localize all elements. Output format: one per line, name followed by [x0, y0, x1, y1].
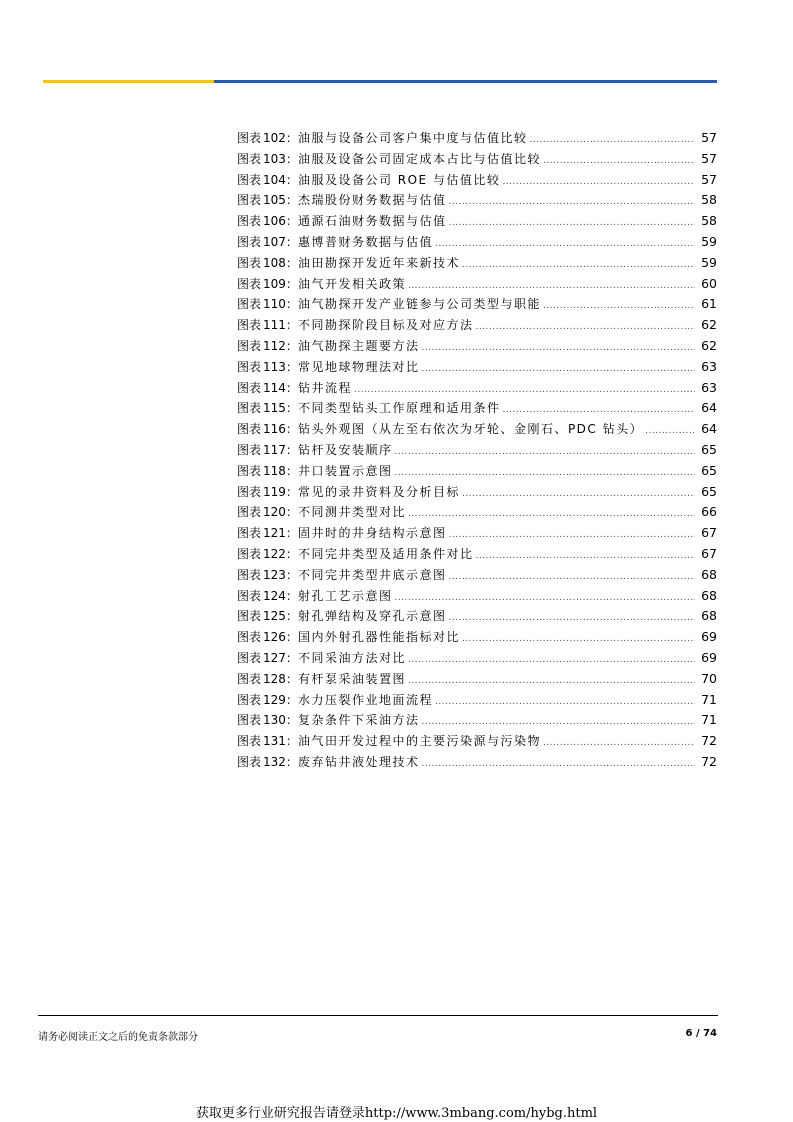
- page-number: 6 / 74: [685, 1028, 717, 1039]
- toc-entry-title: 复杂条件下采油方法: [297, 713, 420, 728]
- toc-entry-title: 油气勘探开发产业链参与公司类型与职能: [297, 297, 541, 312]
- toc-entry-leader-dots: [529, 130, 695, 151]
- toc-entry-label: [237, 482, 298, 503]
- header-accent-bar-yellow: [43, 80, 214, 83]
- toc-entry-colon: ：: [285, 359, 298, 374]
- footer-disclaimer: 请务必阅读正文之后的免责条款部分: [38, 1032, 198, 1043]
- toc-entry-title: 钻井流程: [297, 380, 352, 395]
- toc-entry-number: 110: [263, 297, 286, 312]
- toc-entry-colon: ：: [285, 151, 298, 166]
- toc-entry-leader-dots: [462, 484, 695, 505]
- toc-entry-label: [237, 440, 298, 461]
- toc-entry-colon: ：: [285, 650, 298, 665]
- toc-entry-page: 57: [701, 130, 717, 145]
- toc-entry-label: [237, 752, 298, 773]
- toc-entry[interactable]: [237, 315, 717, 336]
- toc-entry-page: 68: [701, 587, 717, 603]
- toc-entry-number: 105: [263, 193, 286, 208]
- toc-entry-colon: ：: [285, 567, 298, 582]
- toc-entry-number: 102: [263, 131, 286, 145]
- toc-entry-label: [237, 461, 298, 482]
- toc-entry[interactable]: [237, 710, 717, 731]
- toc-entry-leader-dots: [448, 567, 695, 588]
- toc-entry-number: 123: [263, 567, 286, 582]
- toc-entry-title: 通源石油财务数据与估值: [297, 214, 447, 229]
- toc-entry-prefix: 图表: [237, 588, 262, 603]
- toc-entry-prefix: 图表: [237, 567, 262, 582]
- toc-entry-number: 112: [263, 338, 286, 353]
- toc-entry-label: [237, 523, 298, 544]
- toc-entry-leader-dots: [448, 525, 695, 546]
- toc-entry-page: 66: [701, 504, 717, 520]
- toc-entry-number: 129: [263, 692, 286, 707]
- toc-entry-page: 72: [701, 753, 717, 769]
- toc-entry[interactable]: [237, 336, 717, 357]
- toc-entry[interactable]: [237, 565, 717, 586]
- toc-entry[interactable]: [237, 211, 717, 232]
- toc-entry-leader-dots: [448, 192, 695, 213]
- toc-entry[interactable]: [237, 502, 717, 523]
- toc-entry-number: 109: [263, 276, 286, 291]
- toc-entry-colon: ：: [285, 546, 298, 561]
- toc-entry-leader-dots: [421, 359, 695, 380]
- toc-entry-title: 固井时的井身结构示意图: [297, 526, 447, 541]
- toc-entry-title: 不同类型钻头工作原理和适用条件: [297, 401, 501, 416]
- toc-entry[interactable]: [237, 606, 717, 627]
- toc-entry-leader-dots: [462, 255, 695, 276]
- toc-entry-prefix: 图表: [237, 318, 262, 333]
- toc-entry-number: 107: [263, 234, 286, 249]
- toc-entry-page: 58: [701, 192, 717, 208]
- toc-entry-page: 58: [701, 213, 717, 229]
- toc-entry-label: [237, 357, 298, 378]
- toc-entry[interactable]: [237, 731, 717, 752]
- toc-entry-page: 60: [701, 275, 717, 291]
- toc-entry[interactable]: [237, 232, 717, 253]
- toc-entry-prefix: 图表: [237, 359, 262, 374]
- toc-entry-title: 不同采油方法对比: [297, 650, 406, 665]
- toc-entry-prefix: 图表: [237, 193, 262, 208]
- toc-entry-title: 常见地球物理法对比: [297, 359, 420, 374]
- toc-entry-colon: ：: [285, 588, 298, 603]
- toc-entry-leader-dots: [448, 213, 695, 234]
- toc-entry-page: 65: [701, 462, 717, 478]
- toc-entry-label: [237, 190, 298, 211]
- toc-entry-page: 64: [701, 400, 717, 416]
- toc-entry-title: 油服与设备公司客户集中度与估值比较: [297, 131, 528, 145]
- toc-entry-prefix: 图表: [237, 484, 262, 499]
- toc-entry[interactable]: [237, 482, 717, 503]
- toc-entry-number: 126: [263, 630, 286, 645]
- toc-entry-colon: ：: [285, 713, 298, 728]
- toc-entry-leader-dots: [475, 546, 695, 567]
- toc-entry-leader-dots: [421, 712, 695, 733]
- toc-entry-colon: ：: [285, 463, 298, 478]
- toc-entry-prefix: 图表: [237, 214, 262, 229]
- toc-entry-title: 杰瑞股份财务数据与估值: [297, 193, 447, 208]
- toc-entry-number: 128: [263, 671, 286, 686]
- toc-entry-prefix: 图表: [237, 255, 262, 270]
- toc-entry-prefix: 图表: [237, 505, 262, 520]
- toc-entry[interactable]: [237, 461, 717, 482]
- toc-entry-label: [237, 502, 298, 523]
- toc-entry-prefix: 图表: [237, 692, 262, 707]
- toc-entry-leader-dots: [394, 588, 695, 609]
- toc-entry-label: [237, 253, 298, 274]
- toc-entry-page: 65: [701, 483, 717, 499]
- toc-entry[interactable]: [237, 627, 717, 648]
- toc-entry-label: [237, 731, 298, 752]
- toc-entry[interactable]: [237, 170, 717, 191]
- toc-entry[interactable]: [237, 378, 717, 399]
- toc-entry-number: 104: [263, 172, 286, 187]
- toc-entry-prefix: 图表: [237, 463, 262, 478]
- toc-entry-page: 67: [701, 545, 717, 561]
- toc-entry-page: 62: [701, 317, 717, 333]
- toc-entry-page: 63: [701, 358, 717, 374]
- toc-entry-page: 71: [701, 691, 717, 707]
- toc-entry-leader-dots: [354, 380, 695, 401]
- toc-entry-title: 油气勘探主题要方法: [297, 338, 420, 353]
- toc-entry-label: [237, 586, 298, 607]
- toc-entry-number: 106: [263, 214, 286, 229]
- toc-entry-label: [237, 315, 298, 336]
- toc-entry-title: 惠博普财务数据与估值: [297, 234, 433, 249]
- toc-entry-number: 127: [263, 650, 286, 665]
- toc-entry-page: 59: [701, 233, 717, 249]
- toc-entry-prefix: 图表: [237, 131, 262, 145]
- toc-entry-leader-dots: [502, 172, 695, 193]
- toc-entry-leader-dots: [421, 338, 695, 359]
- toc-entry-title: 钻杆及安装顺序: [297, 442, 393, 457]
- toc-entry-number: 121: [263, 526, 286, 541]
- toc-entry-label: [237, 648, 298, 669]
- toc-entry-prefix: 图表: [237, 671, 262, 686]
- toc-entry[interactable]: [237, 586, 717, 607]
- toc-entry-colon: ：: [285, 131, 298, 145]
- toc-entry-label: [237, 211, 298, 232]
- toc-entry[interactable]: [237, 274, 717, 295]
- toc-entry-number: 117: [263, 442, 286, 457]
- toc-entry-prefix: 图表: [237, 650, 262, 665]
- toc-entry-leader-dots: [408, 671, 695, 692]
- toc-entry-number: 115: [263, 401, 286, 416]
- toc-entry[interactable]: [237, 440, 717, 461]
- toc-entry[interactable]: [237, 752, 717, 773]
- toc-entry-number: 122: [263, 546, 286, 561]
- toc-entry-colon: ：: [285, 338, 298, 353]
- toc-entry-label: [237, 669, 298, 690]
- toc-entry-prefix: 图表: [237, 546, 262, 561]
- toc-entry[interactable]: [237, 669, 717, 690]
- toc-entry-colon: ：: [285, 297, 298, 312]
- toc-entry-prefix: 图表: [237, 609, 262, 624]
- toc-entry-page: 65: [701, 441, 717, 457]
- toc-entry-page: 71: [701, 712, 717, 728]
- toc-entry-leader-dots: [421, 754, 695, 775]
- toc-entry-page: 64: [701, 421, 717, 437]
- toc-entry-page: 69: [701, 649, 717, 665]
- toc-entry-title: 油气田开发过程中的主要污染源与污染物: [297, 734, 541, 749]
- toc-entry-page: 72: [701, 733, 717, 749]
- toc-entry-prefix: 图表: [237, 401, 262, 416]
- toc-entry-number: 125: [263, 609, 286, 624]
- toc-entry-page: 57: [701, 150, 717, 166]
- toc-entry[interactable]: [237, 357, 717, 378]
- toc-entry-leader-dots: [394, 442, 695, 463]
- toc-entry-title: 射孔弹结构及穿孔示意图: [297, 609, 447, 624]
- toc-entry-leader-dots: [645, 421, 695, 442]
- toc-entry-label: [237, 606, 298, 627]
- toc-entry-number: 124: [263, 588, 286, 603]
- toc-entry[interactable]: [237, 294, 717, 315]
- toc-entry-label: [237, 419, 298, 440]
- toc-entry-colon: ：: [285, 318, 298, 333]
- toc-entry[interactable]: [237, 648, 717, 669]
- promo-link-text[interactable]: 获取更多行业研究报告请登录http://www.3mbang.com/hybg.html: [195, 1106, 598, 1121]
- toc-entry-page: 57: [701, 171, 717, 187]
- toc-entry-number: 132: [263, 754, 286, 769]
- toc-entry-label: [237, 170, 298, 191]
- toc-entry-leader-dots: [408, 504, 695, 525]
- toc-entry-colon: ：: [285, 172, 298, 187]
- toc-entry-colon: ：: [285, 193, 298, 208]
- toc-entry-number: 120: [263, 505, 286, 520]
- toc-entry-page: 62: [701, 337, 717, 353]
- toc-entry-number: 116: [263, 422, 286, 437]
- toc-entry-prefix: 图表: [237, 734, 262, 749]
- toc-entry-colon: ：: [285, 442, 298, 457]
- toc-entry-title: 井口装置示意图: [297, 463, 393, 478]
- toc-entry-label: [237, 149, 298, 170]
- toc-entry-number: 131: [263, 734, 286, 749]
- toc-entry-label: [237, 398, 298, 419]
- table-of-figures: [237, 128, 717, 773]
- toc-entry-leader-dots: [462, 629, 695, 650]
- toc-entry-page: 68: [701, 566, 717, 582]
- toc-entry-title: 不同完井类型井底示意图: [297, 567, 447, 582]
- toc-entry-prefix: 图表: [237, 442, 262, 457]
- toc-entry-number: 119: [263, 484, 286, 499]
- toc-entry[interactable]: [237, 149, 717, 170]
- toc-entry-label: [237, 378, 298, 399]
- toc-entry-colon: ：: [285, 526, 298, 541]
- toc-entry-page: 59: [701, 254, 717, 270]
- toc-entry-label: [237, 294, 298, 315]
- toc-entry-title: 常见的录井资料及分析目标: [297, 484, 460, 499]
- toc-entry-title: 水力压裂作业地面流程: [297, 692, 433, 707]
- toc-entry-page: 63: [701, 379, 717, 395]
- toc-entry-colon: ：: [285, 754, 298, 769]
- toc-entry-leader-dots: [502, 400, 695, 421]
- toc-entry-prefix: 图表: [237, 297, 262, 312]
- toc-entry-colon: ：: [285, 234, 298, 249]
- toc-entry-number: 114: [263, 380, 286, 395]
- toc-entry-leader-dots: [543, 151, 695, 172]
- toc-entry-number: 108: [263, 255, 286, 270]
- toc-entry-colon: ：: [285, 401, 298, 416]
- toc-entry-title: 油气开发相关政策: [297, 276, 406, 291]
- toc-entry[interactable]: [237, 253, 717, 274]
- toc-entry-colon: ：: [285, 484, 298, 499]
- toc-entry-title: 油服及设备公司固定成本占比与估值比较: [297, 151, 541, 166]
- toc-entry-page: 70: [701, 670, 717, 686]
- toc-entry-colon: ：: [285, 214, 298, 229]
- toc-entry-colon: ：: [285, 255, 298, 270]
- header-accent-bar-blue: [214, 80, 717, 83]
- toc-entry-prefix: 图表: [237, 276, 262, 291]
- toc-entry-title: 油田勘探开发近年来新技术: [297, 255, 460, 270]
- toc-entry-number: 103: [263, 151, 286, 166]
- toc-entry-number: 113: [263, 359, 286, 374]
- toc-entry-colon: ：: [285, 422, 298, 437]
- toc-entry-colon: ：: [285, 276, 298, 291]
- toc-entry-colon: ：: [285, 734, 298, 749]
- toc-entry-title: 不同完井类型及适用条件对比: [297, 546, 474, 561]
- toc-entry-prefix: 图表: [237, 526, 262, 541]
- toc-entry-leader-dots: [543, 296, 695, 317]
- toc-entry-title: 国内外射孔器性能指标对比: [297, 630, 460, 645]
- toc-entry-number: 111: [263, 318, 286, 333]
- toc-entry[interactable]: [237, 128, 717, 149]
- toc-entry-leader-dots: [435, 234, 695, 255]
- toc-entry-prefix: 图表: [237, 172, 262, 187]
- toc-entry-prefix: 图表: [237, 338, 262, 353]
- toc-entry-label: [237, 565, 298, 586]
- toc-entry-label: [237, 627, 298, 648]
- toc-entry-page: 61: [701, 296, 717, 312]
- toc-entry-label: [237, 232, 298, 253]
- toc-entry-prefix: 图表: [237, 754, 262, 769]
- toc-entry-leader-dots: [435, 692, 695, 713]
- toc-entry-leader-dots: [543, 733, 695, 754]
- toc-entry-title: 不同测井类型对比: [297, 505, 406, 520]
- toc-entry[interactable]: [237, 690, 717, 711]
- toc-entry-prefix: 图表: [237, 422, 262, 437]
- toc-entry-colon: ：: [285, 630, 298, 645]
- toc-entry-prefix: 图表: [237, 151, 262, 166]
- toc-entry-label: [237, 690, 298, 711]
- toc-entry-colon: ：: [285, 692, 298, 707]
- toc-entry-leader-dots: [408, 650, 695, 671]
- footer-divider: [38, 1015, 718, 1016]
- toc-entry[interactable]: [237, 419, 717, 440]
- toc-entry-leader-dots: [408, 276, 695, 297]
- toc-entry-title: 射孔工艺示意图: [297, 588, 393, 603]
- toc-entry-page: 69: [701, 629, 717, 645]
- toc-entry-label: [237, 274, 298, 295]
- toc-entry-leader-dots: [394, 463, 695, 484]
- toc-entry-title: 有杆泵采油装置图: [297, 671, 406, 686]
- toc-entry-prefix: 图表: [237, 380, 262, 395]
- toc-entry-label: [237, 128, 298, 149]
- toc-entry-page: 67: [701, 525, 717, 541]
- toc-entry[interactable]: [237, 523, 717, 544]
- toc-entry-page: 68: [701, 608, 717, 624]
- toc-entry-title: 废弃钻井液处理技术: [297, 754, 420, 769]
- toc-entry[interactable]: [237, 190, 717, 211]
- toc-entry-colon: ：: [285, 505, 298, 520]
- toc-entry-prefix: 图表: [237, 630, 262, 645]
- toc-entry-title: 油服及设备公司 ROE 与估值比较: [297, 172, 501, 187]
- toc-entry-colon: ：: [285, 671, 298, 686]
- toc-entry-colon: ：: [285, 609, 298, 624]
- toc-entry-number: 118: [263, 463, 286, 478]
- toc-entry[interactable]: [237, 398, 717, 419]
- toc-entry[interactable]: [237, 544, 717, 565]
- toc-entry-leader-dots: [448, 608, 695, 629]
- toc-entry-leader-dots: [475, 317, 695, 338]
- toc-entry-title: 不同勘探阶段目标及对应方法: [297, 318, 474, 333]
- toc-entry-label: [237, 710, 298, 731]
- toc-entry-number: 130: [263, 713, 286, 728]
- toc-entry-label: [237, 336, 298, 357]
- toc-entry-prefix: 图表: [237, 713, 262, 728]
- toc-entry-prefix: 图表: [237, 234, 262, 249]
- toc-entry-colon: ：: [285, 380, 298, 395]
- toc-entry-title: 钻头外观图（从左至右依次为牙轮、金刚石、PDC 钻头）: [297, 422, 644, 437]
- toc-entry-label: [237, 544, 298, 565]
